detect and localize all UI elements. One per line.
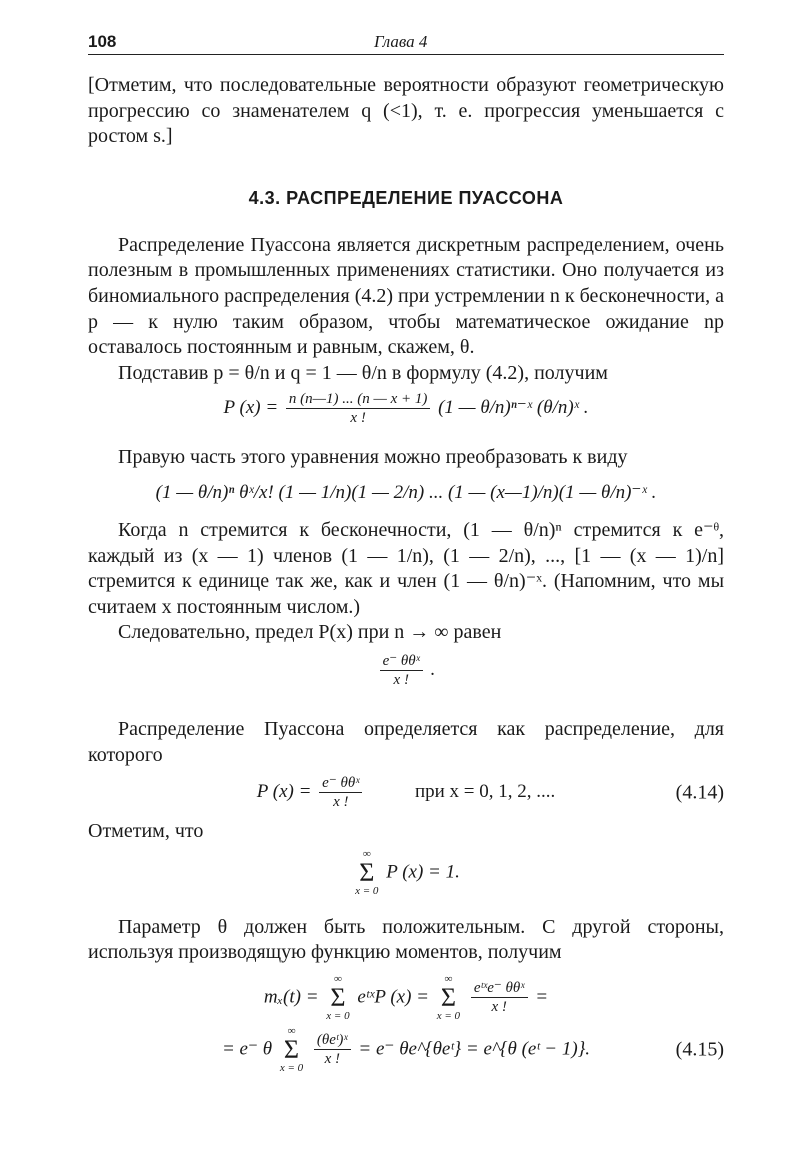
running-head [88, 30, 724, 55]
fraction-denominator: x ! [350, 410, 366, 427]
summation-sign: ∞ Σ x = 0 [279, 1024, 304, 1074]
paragraph-definition: Распределение Пуассона определяется как распределение, для которого [88, 717, 724, 766]
mgf-middle-term: eᵗˣP (x) = [357, 986, 429, 1008]
sum-lower-limit: x = 0 [355, 884, 379, 897]
fraction-denominator: x ! [333, 794, 349, 811]
paragraph-limit-intro: Следовательно, предел P(x) при n → ∞ равен [118, 621, 502, 644]
fraction-numerator: e⁻ θθˣ [380, 652, 423, 671]
fraction-numerator: n (n—1) ... (n — x + 1) [286, 390, 430, 409]
mgf-fraction [471, 979, 528, 1016]
equation-limit-fraction [380, 652, 423, 689]
equation-limit: $\frac{\text{e⁻ θθˣ}}{x !}$ . [88, 652, 724, 689]
paragraph-intro: Распределение Пуассона является дискретным распределением, очень полезным в промышленных применениях статистики. Оно получается из биномиального распределения (4.2) при устремлении n к бесконечности, а p — к нулю таким образом, чтобы математическое ожидание np оставалось постоянным и равным, скажем, θ. [88, 233, 724, 359]
equation-mgf-line2 [88, 1026, 724, 1074]
fraction-denominator: x ! [491, 999, 507, 1016]
equation-mgf-line1 [88, 974, 724, 1022]
sum-lower-limit: x = 0 [279, 1061, 304, 1074]
equation-number-4-14: (4.14) [675, 781, 724, 804]
sum-lower-limit: x = 0 [436, 1009, 461, 1022]
equation-transform: (1 — θ/n)ⁿ θˣ/x! (1 — 1/n)(1 — 2/n) ... (1 — (x—1)/n)(1 — θ/n)⁻ˣ . [155, 481, 657, 503]
summation-sign: ∞ Σ x = 0 [436, 972, 461, 1022]
mgf-equals: = [535, 986, 549, 1008]
sum-lower-limit: x = 0 [326, 1009, 350, 1022]
mgf-lhs: mₓ(t) = [263, 986, 319, 1008]
fraction-numerator: e⁻ θθˣ [319, 774, 362, 793]
fraction-numerator: eᵗˣe⁻ θθˣ [471, 979, 528, 998]
equation-binomial-factors: (1 — θ/n)ⁿ⁻ˣ (θ/n)ˣ . [438, 397, 589, 419]
mgf-line2-result: = e⁻ θe^{θeᵗ} = e^{θ (eᵗ − 1)}. [358, 1038, 591, 1060]
chapter-heading: Глава 4 [374, 32, 428, 51]
fraction-numerator: (θeᵗ)ˣ [314, 1031, 351, 1050]
section-title: 4.3. РАСПРЕДЕЛЕНИЕ ПУАССОНА [248, 187, 564, 208]
page-number: 108 [88, 32, 117, 51]
paragraph-transform: Правую часть этого уравнения можно преобразовать к виду [118, 446, 628, 469]
equation-poisson-definition [88, 774, 724, 811]
paragraph-mgf: Параметр θ должен быть положительным. С другой стороны, используя производящую функцию моментов, получим [88, 915, 724, 964]
sum-upper-limit: ∞ [362, 847, 371, 860]
equation-definition-condition: при x = 0, 1, 2, .... [414, 780, 556, 802]
paragraph-limits: Когда n стремится к бесконечности, (1 — θ/n)ⁿ стремится к e⁻ᶿ, каждый из (x — 1) членов (1 — 1/n), (1 — 2/n), ..., [1 — (x — 1)/n] стремится к единице так же, как и член (1 — θ/n)⁻ˣ. (Напомним, что мы считаем x постоянным числом.) [88, 518, 724, 618]
equation-binomial [88, 390, 724, 427]
paragraph-geometric-note: [Отметим, что последовательные вероятности образуют геометрическую прогрессию со знаменателем q (<1), т. е. прогрессия уменьшается с ростом s.] [88, 74, 724, 148]
mgf-line2-fraction [314, 1031, 351, 1068]
equation-definition-fraction [319, 774, 362, 811]
paragraph-note-sum: Отметим, что [88, 820, 204, 843]
fraction-denominator: x ! [324, 1051, 340, 1068]
equation-sum-to-one [88, 849, 724, 897]
equation-number-4-15: (4.15) [675, 1038, 724, 1061]
paragraph-substitution: Подставив p = θ/n и q = 1 — θ/n в формулу (4.2), получим [118, 361, 608, 384]
sum-upper-limit: ∞ [444, 972, 453, 985]
equation-binomial-lhs: P (x) = [223, 397, 279, 419]
equation-sum-body: P (x) = 1. [386, 861, 460, 883]
sum-upper-limit: ∞ [287, 1024, 296, 1037]
equation-binomial-fraction [286, 390, 430, 427]
mgf-line2-lhs: = e⁻ θ [221, 1038, 273, 1060]
equation-definition-lhs: P (x) = [256, 780, 312, 802]
summation-sign: ∞ Σ x = 0 [355, 847, 379, 897]
summation-sign: ∞ Σ x = 0 [326, 972, 350, 1022]
sum-upper-limit: ∞ [334, 972, 342, 985]
book-page [88, 30, 724, 1076]
fraction-denominator: x ! [393, 671, 409, 688]
